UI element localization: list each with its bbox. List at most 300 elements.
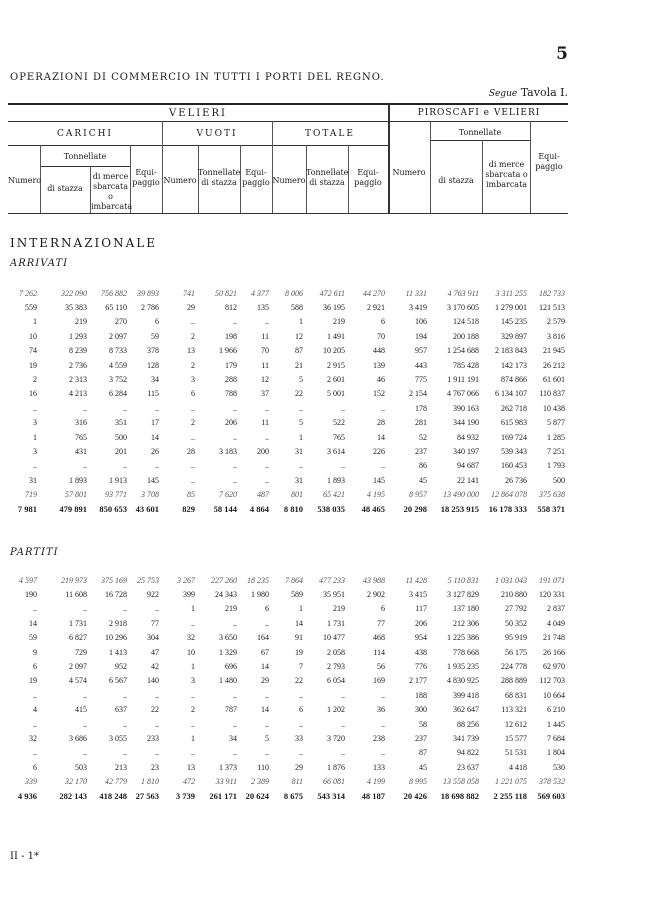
- table-cell: 530: [553, 762, 565, 772]
- table-cell: 26 212: [543, 360, 565, 370]
- table-cell: 1 225 386: [447, 633, 479, 643]
- table-cell: ..: [191, 475, 195, 485]
- table-cell: 812: [225, 303, 237, 313]
- table-cell: 304: [147, 633, 159, 643]
- table-cell: 696: [225, 662, 237, 672]
- table-cell: 1 804: [547, 748, 565, 758]
- table-cell: 145 235: [501, 317, 527, 327]
- table-cell: 2 389: [251, 777, 269, 787]
- table-cell: 957: [415, 346, 427, 356]
- table-cell: 1 935 235: [447, 662, 479, 672]
- table-cell: 6: [381, 604, 385, 614]
- table-cell: 11 331: [405, 288, 427, 298]
- table-row: [8, 573, 568, 587]
- table-cell: 472 611: [319, 288, 345, 298]
- partiti-table: [8, 573, 568, 803]
- table-cell: 7: [299, 662, 303, 672]
- segue-label: Segue: [488, 89, 518, 99]
- table-cell: 3 127 829: [447, 590, 479, 600]
- table-row: [8, 587, 568, 601]
- table-cell: ..: [265, 690, 269, 700]
- table-cell: 12: [295, 331, 303, 341]
- table-cell: 479 891: [59, 504, 87, 515]
- table-cell: 2 786: [141, 303, 159, 313]
- table-cell: 1: [299, 604, 303, 614]
- table-cell: 3 739: [175, 791, 195, 802]
- table-cell: 1 480: [219, 676, 237, 686]
- table-cell: 2 154: [409, 389, 427, 399]
- table-cell: 19: [29, 676, 37, 686]
- table-row: [8, 746, 568, 760]
- table-cell: 1: [299, 317, 303, 327]
- table-cell: ..: [381, 690, 385, 700]
- table-cell: 31: [29, 475, 37, 485]
- table-cell: 4 830 925: [447, 676, 479, 686]
- table-cell: 316: [75, 418, 87, 428]
- table-cell: 11 608: [65, 590, 87, 600]
- header-carichi: CARICHI: [56, 129, 113, 139]
- table-row: [8, 430, 568, 444]
- table-cell: 114: [373, 647, 385, 657]
- table-cell: 238: [373, 733, 385, 743]
- table-cell: 559: [25, 303, 37, 313]
- table-cell: ..: [191, 403, 195, 413]
- table-cell: 36 195: [323, 303, 345, 313]
- table-cell: 4 763 911: [447, 288, 479, 298]
- table-cell: 719: [25, 490, 37, 500]
- table-row: [8, 760, 568, 774]
- table-cell: ..: [155, 403, 159, 413]
- table-cell: 44 270: [363, 288, 385, 298]
- table-cell: 6: [33, 762, 37, 772]
- table-cell: ..: [233, 475, 237, 485]
- table-cell: 43 988: [363, 575, 385, 585]
- table-cell: ..: [191, 748, 195, 758]
- table-cell: 48 465: [361, 504, 385, 515]
- table-cell: 13: [187, 762, 195, 772]
- table-cell: 543 314: [317, 791, 345, 802]
- table-cell: 10 296: [105, 633, 127, 643]
- table-row: [8, 659, 568, 673]
- table-cell: 201: [115, 446, 127, 456]
- table-cell: 94 687: [457, 461, 479, 471]
- table-cell: 281: [415, 418, 427, 428]
- table-cell: ..: [83, 604, 87, 614]
- table-cell: 2 097: [69, 662, 87, 672]
- footer-signature: II - 1*: [10, 851, 39, 862]
- table-cell: 84 932: [457, 432, 479, 442]
- table-cell: ..: [83, 461, 87, 471]
- page-title: OPERAZIONI DI COMMERCIO IN TUTTI I PORTI DEL REGNO.: [10, 72, 385, 83]
- table-cell: 6 827: [69, 633, 87, 643]
- table-cell: ..: [233, 403, 237, 413]
- table-cell: 34: [229, 733, 237, 743]
- table-cell: 2 183 843: [495, 346, 527, 356]
- table-cell: 2 058: [327, 647, 345, 657]
- table-cell: 3 183: [219, 446, 237, 456]
- table-cell: 569 603: [537, 791, 565, 802]
- table-cell: 24 343: [215, 590, 237, 600]
- table-cell: 3: [191, 676, 195, 686]
- table-cell: 28: [187, 446, 195, 456]
- header-stazza-totale: Tonnellate di stazza: [306, 168, 349, 187]
- table-row: [8, 616, 568, 630]
- table-cell: 121 513: [539, 303, 565, 313]
- table-cell: 801: [291, 490, 303, 500]
- table-cell: 70: [261, 346, 269, 356]
- table-cell: 18 235: [247, 575, 269, 585]
- table-cell: ..: [341, 690, 345, 700]
- table-cell: 237: [415, 733, 427, 743]
- table-row: [8, 602, 568, 616]
- table-cell: 23: [151, 762, 159, 772]
- table-cell: 128: [147, 360, 159, 370]
- table-cell: 19: [295, 647, 303, 657]
- table-cell: 1: [33, 317, 37, 327]
- table-cell: 3 311 255: [495, 288, 527, 298]
- table-cell: 329 897: [501, 331, 527, 341]
- table-cell: 8 239: [69, 346, 87, 356]
- table-cell: ..: [341, 748, 345, 758]
- table-cell: 2 837: [547, 604, 565, 614]
- table-cell: 282 143: [59, 791, 87, 802]
- table-cell: 34: [151, 375, 159, 385]
- table-cell: 362 647: [453, 705, 479, 715]
- table-label: [489, 86, 568, 99]
- table-row: [8, 444, 568, 458]
- table-cell: 224 778: [501, 662, 527, 672]
- table-cell: 2 255 118: [493, 791, 527, 802]
- table-cell: 9: [33, 647, 37, 657]
- table-cell: ..: [123, 461, 127, 471]
- table-cell: 139: [373, 360, 385, 370]
- table-cell: 77: [377, 618, 385, 628]
- table-cell: 169: [373, 676, 385, 686]
- table-row: [8, 731, 568, 745]
- table-cell: 2 579: [547, 317, 565, 327]
- header-numero-pv: Numero: [392, 168, 426, 177]
- table-cell: 133: [373, 762, 385, 772]
- table-cell: ..: [299, 403, 303, 413]
- table-cell: ..: [155, 461, 159, 471]
- header-vuoti: VUOTI: [196, 129, 238, 139]
- table-cell: 11 428: [405, 575, 427, 585]
- table-cell: 390 163: [453, 403, 479, 413]
- table-cell: 788: [225, 389, 237, 399]
- table-cell: 191 071: [539, 575, 565, 585]
- table-cell: 25 753: [137, 575, 159, 585]
- table-cell: 237: [415, 446, 427, 456]
- header-numero-totale: Numero: [272, 176, 306, 185]
- table-cell: 110 837: [539, 389, 565, 399]
- table-cell: ..: [191, 461, 195, 471]
- table-cell: 14: [261, 705, 269, 715]
- table-cell: ..: [233, 690, 237, 700]
- header-tonnellate-carichi: Tonnellate: [63, 152, 107, 161]
- table-cell: ..: [381, 403, 385, 413]
- table-cell: 219: [225, 604, 237, 614]
- table-cell: ..: [233, 432, 237, 442]
- table-cell: ..: [265, 475, 269, 485]
- table-cell: ..: [191, 317, 195, 327]
- table-cell: 29: [295, 762, 303, 772]
- table-cell: 2 313: [69, 375, 87, 385]
- table-row: [8, 645, 568, 659]
- table-cell: 3 650: [219, 633, 237, 643]
- table-cell: 341 739: [453, 733, 479, 743]
- table-cell: 300: [415, 705, 427, 715]
- table-cell: 56: [377, 662, 385, 672]
- table-cell: 2 918: [109, 618, 127, 628]
- table-cell: 2 736: [69, 360, 87, 370]
- header-numero-vuoti: Numero: [163, 176, 197, 185]
- table-cell: ..: [191, 690, 195, 700]
- table-cell: 16 728: [105, 590, 127, 600]
- table-cell: 5: [265, 733, 269, 743]
- table-cell: 42: [151, 662, 159, 672]
- table-cell: 135: [257, 303, 269, 313]
- table-cell: ..: [299, 461, 303, 471]
- table-cell: 443: [415, 360, 427, 370]
- table-cell: 219: [333, 317, 345, 327]
- table-cell: ..: [83, 719, 87, 729]
- table-cell: 1: [191, 733, 195, 743]
- table-cell: 741: [183, 288, 195, 298]
- table-cell: 431: [75, 446, 87, 456]
- table-cell: 85: [187, 490, 195, 500]
- table-cell: ..: [83, 403, 87, 413]
- table-cell: 787: [225, 705, 237, 715]
- table-cell: 1 279 001: [495, 303, 527, 313]
- table-cell: 588: [291, 303, 303, 313]
- table-cell: 538 035: [317, 504, 345, 515]
- table-row: [8, 286, 568, 300]
- table-cell: 14: [377, 432, 385, 442]
- header-equipaggio-totale: Equi- paggio: [354, 168, 382, 187]
- table-cell: 2 915: [327, 360, 345, 370]
- table-cell: 322 090: [61, 288, 87, 298]
- table-cell: 10 438: [543, 403, 565, 413]
- table-cell: ..: [265, 719, 269, 729]
- table-cell: 7 684: [547, 733, 565, 743]
- table-cell: 10 477: [323, 633, 345, 643]
- table-cell: 62 970: [543, 662, 565, 672]
- table-cell: 589: [291, 590, 303, 600]
- table-cell: 200: [257, 446, 269, 456]
- table-row: [8, 344, 568, 358]
- header-numero-carichi: Numero: [8, 176, 42, 185]
- table-cell: 10 205: [323, 346, 345, 356]
- table-cell: 3 752: [109, 375, 127, 385]
- table-cell: 5 877: [547, 418, 565, 428]
- table-cell: 86: [419, 461, 427, 471]
- table-cell: 4 597: [19, 575, 37, 585]
- table-cell: 39 893: [137, 288, 159, 298]
- header-equipaggio-pv: Equi- paggio: [535, 152, 563, 171]
- table-cell: 1 876: [327, 762, 345, 772]
- table-row: [8, 358, 568, 372]
- table-cell: 145: [373, 475, 385, 485]
- page-number: 5: [556, 44, 568, 64]
- table-cell: ..: [381, 719, 385, 729]
- table-cell: 45: [419, 762, 427, 772]
- header-totale: TOTALE: [305, 129, 355, 139]
- arrivati-label: ARRIVATI: [10, 258, 69, 269]
- table-cell: 6 567: [109, 676, 127, 686]
- table-cell: 10: [29, 331, 37, 341]
- table-cell: 756 882: [101, 288, 127, 298]
- table-cell: 12 864 078: [491, 490, 527, 500]
- table-cell: 164: [257, 633, 269, 643]
- table-cell: ..: [33, 604, 37, 614]
- table-cell: 4 559: [109, 360, 127, 370]
- table-cell: 874 866: [501, 375, 527, 385]
- table-cell: 500: [553, 475, 565, 485]
- table-cell: 13 558 058: [443, 777, 479, 787]
- table-cell: 10 664: [543, 690, 565, 700]
- table-cell: 8 733: [109, 346, 127, 356]
- table-cell: 18 698 882: [440, 791, 479, 802]
- table-cell: 1 893: [327, 475, 345, 485]
- table-cell: 3 686: [69, 733, 87, 743]
- table-cell: 4 767 066: [447, 389, 479, 399]
- table-cell: 17: [151, 418, 159, 428]
- table-cell: ..: [123, 403, 127, 413]
- table-cell: 27 563: [135, 791, 159, 802]
- header-stazza-vuoti: Tonnellate di stazza: [198, 168, 241, 187]
- table-cell: 261 171: [209, 791, 237, 802]
- table-cell: 43 601: [135, 504, 159, 515]
- table-cell: 5 001: [327, 389, 345, 399]
- table-cell: 3 170 605: [447, 303, 479, 313]
- table-cell: ..: [265, 748, 269, 758]
- table-cell: 67: [261, 647, 269, 657]
- table-cell: 2: [191, 331, 195, 341]
- table-cell: 1 031 043: [495, 575, 527, 585]
- table-cell: 4 049: [547, 618, 565, 628]
- table-cell: 16 178 333: [488, 504, 527, 515]
- table-cell: ..: [191, 618, 195, 628]
- table-cell: 6 054: [327, 676, 345, 686]
- table-cell: ..: [33, 461, 37, 471]
- table-cell: 160 453: [501, 461, 527, 471]
- table-row: [8, 401, 568, 415]
- table-cell: 14: [29, 618, 37, 628]
- table-cell: 415: [75, 705, 87, 715]
- table-cell: 615 983: [501, 418, 527, 428]
- table-cell: 20 298: [403, 504, 427, 515]
- table-cell: 922: [147, 590, 159, 600]
- table-cell: 1 793: [547, 461, 565, 471]
- table-cell: 3 267: [177, 575, 195, 585]
- table-cell: 94 822: [457, 748, 479, 758]
- table-cell: 31: [295, 475, 303, 485]
- table-row: [8, 329, 568, 343]
- table-cell: 35 951: [323, 590, 345, 600]
- table-cell: 1 413: [109, 647, 127, 657]
- table-cell: 1 445: [547, 719, 565, 729]
- table-cell: 32: [29, 733, 37, 743]
- table-cell: 91: [295, 633, 303, 643]
- table-row: [8, 473, 568, 487]
- table-cell: 33: [295, 733, 303, 743]
- table-cell: ..: [299, 748, 303, 758]
- table-cell: 21: [295, 360, 303, 370]
- table-cell: 52: [419, 432, 427, 442]
- table-cell: 219 973: [61, 575, 87, 585]
- table-cell: ..: [83, 748, 87, 758]
- table-cell: 776: [415, 662, 427, 672]
- table-cell: 200 188: [453, 331, 479, 341]
- table-cell: 3 415: [409, 590, 427, 600]
- table-cell: 1: [191, 604, 195, 614]
- table-cell: 4 574: [69, 676, 87, 686]
- table-cell: 93 771: [105, 490, 127, 500]
- table-cell: 765: [333, 432, 345, 442]
- table-cell: 500: [115, 432, 127, 442]
- table-cell: 14: [151, 432, 159, 442]
- table-cell: 142 173: [501, 360, 527, 370]
- table-row: [8, 315, 568, 329]
- table-cell: 6: [33, 662, 37, 672]
- table-row: [8, 688, 568, 702]
- table-cell: 45: [419, 475, 427, 485]
- table-cell: 124 518: [453, 317, 479, 327]
- table-cell: ..: [341, 403, 345, 413]
- table-row: [8, 416, 568, 430]
- table-row: [8, 487, 568, 501]
- table-cell: 3 614: [327, 446, 345, 456]
- table-cell: ..: [33, 719, 37, 729]
- arrivati-table: [8, 286, 568, 516]
- table-cell: 378 532: [539, 777, 565, 787]
- table-row: [8, 774, 568, 788]
- table-cell: 3: [33, 418, 37, 428]
- tavola-label: Tavola I.: [520, 86, 568, 99]
- table-cell: 152: [373, 389, 385, 399]
- table-cell: 233: [147, 733, 159, 743]
- table-row: [8, 703, 568, 717]
- table-cell: 3 419: [409, 303, 427, 313]
- table-row: [8, 459, 568, 473]
- table-cell: 503: [75, 762, 87, 772]
- table-cell: 22: [295, 389, 303, 399]
- table-cell: 37: [261, 389, 269, 399]
- table-cell: 182 733: [539, 288, 565, 298]
- table-cell: 262 718: [501, 403, 527, 413]
- table-cell: 22: [295, 676, 303, 686]
- table-cell: 26 736: [505, 475, 527, 485]
- table-cell: 375 638: [539, 490, 565, 500]
- table-cell: 178: [415, 403, 427, 413]
- table-cell: 1 329: [219, 647, 237, 657]
- table-cell: ..: [33, 690, 37, 700]
- table-cell: 5: [299, 418, 303, 428]
- table-cell: ..: [233, 461, 237, 471]
- table-cell: 12 612: [505, 719, 527, 729]
- header-equipaggio-carichi: Equi- paggio: [132, 168, 160, 187]
- table-cell: 2: [191, 418, 195, 428]
- table-cell: ..: [299, 690, 303, 700]
- table-cell: 77: [151, 618, 159, 628]
- table-cell: 1: [299, 432, 303, 442]
- table-cell: ..: [341, 719, 345, 729]
- table-cell: 6 134 107: [495, 389, 527, 399]
- table-cell: 3: [191, 375, 195, 385]
- table-cell: 61 601: [543, 375, 565, 385]
- table-cell: 6: [381, 317, 385, 327]
- table-cell: 3 708: [141, 490, 159, 500]
